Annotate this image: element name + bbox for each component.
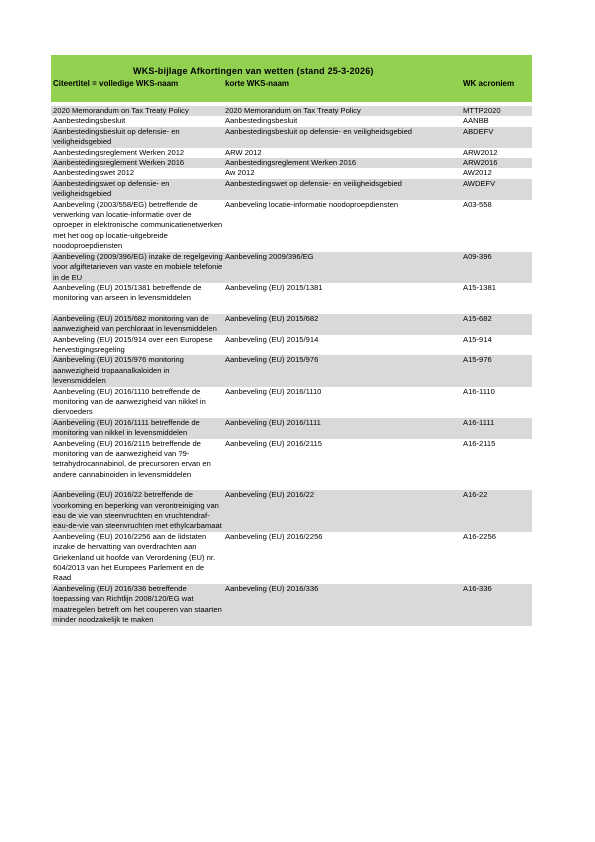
table-row — [51, 584, 532, 626]
cell-acroniem: ARW2012 — [463, 147, 498, 157]
cell-korte-naam: Aanbeveling (EU) 2016/1110 — [225, 386, 322, 396]
cell-citeertitel: Aanbeveling (EU) 2016/2256 aan de lidstaten inzake de hervatting van overdrachten aan Griekenland uit hoofde van Verordening (EU) nr. 604/2013 van het Europees Parlement en de Raad — [53, 531, 216, 583]
table-row — [51, 532, 532, 584]
table-row — [51, 168, 532, 178]
cell-citeertitel: Aanbeveling (EU) 2016/1110 betreffende de monitoring van de aanwezigheid van nikkel in diervoeders — [53, 386, 206, 417]
cell-citeertitel: Aanbeveling (EU) 2015/1381 betreffende de monitoring van arseen in levensmiddelen — [53, 282, 202, 303]
cell-korte-naam: Aanbeveling (EU) 2016/2115 — [225, 438, 322, 448]
cell-korte-naam: Aanbestedingswet op defensie- en veiligheidsgebied — [225, 178, 402, 188]
column-header-citeertitel: Citeertitel = volledige WKS-naam — [53, 79, 179, 88]
spreadsheet — [51, 55, 532, 626]
cell-acroniem: A16-1110 — [463, 386, 495, 396]
cell-citeertitel: Aanbeveling (EU) 2016/336 betreffende toepassing van Richtlijn 2008/120/EG wat maatregelen betreft om het couperen van staarten minder noodzakelijk te maken — [53, 583, 222, 625]
cell-korte-naam: Aw 2012 — [225, 168, 255, 178]
table-row — [51, 355, 532, 386]
column-header-korte-naam: korte WKS-naam — [225, 79, 290, 88]
cell-korte-naam: 2020 Memorandum on Tax Treaty Policy — [225, 106, 361, 115]
table-row — [51, 200, 532, 252]
cell-acroniem: A15-1381 — [463, 282, 496, 292]
cell-acroniem: AW2012 — [463, 168, 492, 178]
cell-korte-naam: Aanbeveling (EU) 2015/1381 — [225, 282, 323, 292]
cell-citeertitel: Aanbestedingsreglement Werken 2016 — [53, 158, 185, 168]
cell-citeertitel: Aanbeveling (EU) 2016/1111 betreffende de monitoring van nikkel in levensmiddelen — [53, 417, 200, 438]
table-row — [51, 283, 532, 314]
cell-korte-naam: Aanbeveling (EU) 2016/2256 — [225, 531, 323, 541]
cell-citeertitel: Aanbestedingsbesluit — [53, 116, 126, 126]
table-row — [51, 116, 532, 126]
cell-korte-naam: Aanbeveling (EU) 2015/976 — [225, 355, 319, 365]
cell-korte-naam: Aanbeveling (EU) 2016/336 — [225, 583, 319, 593]
title-bar — [51, 55, 532, 78]
cell-korte-naam: Aanbestedingsbesluit — [225, 116, 298, 126]
table-row — [51, 439, 532, 491]
cell-acroniem: A09-396 — [463, 251, 492, 261]
cell-korte-naam: Aanbeveling 2009/396/EG — [225, 251, 314, 261]
cell-acroniem: MTTP2020 — [463, 106, 501, 115]
cell-citeertitel: Aanbeveling (EU) 2015/914 over een Europese hervestigingsregeling — [53, 334, 213, 354]
table-row — [51, 314, 532, 335]
table-row — [51, 335, 532, 356]
table-row — [51, 148, 532, 158]
cell-citeertitel: Aanbeveling (2009/396/EG) inzake de regelgeving voor afgiftetarieven van vaste en mobiele telefonie in de EU — [53, 251, 223, 282]
cell-korte-naam: Aanbeveling (EU) 2015/914 — [225, 334, 319, 344]
cell-korte-naam: Aanbeveling (EU) 2016/1111 — [225, 417, 321, 427]
cell-acroniem: A16-22 — [463, 490, 488, 500]
column-header-row — [51, 78, 532, 102]
cell-citeertitel: Aanbeveling (2003/558/EG) betreffende de verwerking van locatie-informatie over de oproeper in elektronische communicatienetwerken met het oog op locatie-uitgebreide noodoproepdiensten — [53, 199, 223, 251]
cell-acroniem: A16-2115 — [463, 438, 496, 448]
cell-acroniem: AWDEFV — [463, 178, 496, 188]
cell-korte-naam: Aanbeveling locatie-informatie noodoproepdiensten — [225, 199, 399, 209]
cell-korte-naam: ARW 2012 — [225, 147, 262, 157]
table-row — [51, 490, 532, 532]
cell-korte-naam: Aanbestedingsreglement Werken 2016 — [225, 158, 357, 168]
cell-citeertitel: Aanbeveling (EU) 2016/22 betreffende de voorkoming en beperking van verontreiniging van eau de vie van steenvruchten en vruchtendraf-eau-de-vie van steenvruchten met ethylcarbamaat — [53, 490, 222, 531]
cell-citeertitel: Aanbestedingsbesluit op defensie- en veiligheidsgebied — [53, 126, 180, 147]
table-body — [51, 106, 532, 626]
cell-korte-naam: Aanbestedingsbesluit op defensie- en veiligheidsgebied — [225, 126, 413, 136]
cell-korte-naam: Aanbeveling (EU) 2015/682 — [225, 313, 319, 323]
cell-citeertitel: Aanbeveling (EU) 2016/2115 betreffende de monitoring van de aanwezigheid van ?9-tetrahydrocannabinol, de precursoren ervan en andere cannabinoiden in levensmiddelen — [53, 438, 211, 479]
table-row — [51, 106, 532, 116]
cell-korte-naam: Aanbeveling (EU) 2016/22 — [225, 490, 315, 500]
table-row — [51, 127, 532, 148]
cell-acroniem: ARW2016 — [463, 158, 498, 168]
cell-citeertitel: 2020 Memorandum on Tax Treaty Policy — [53, 106, 189, 115]
cell-acroniem: A03-558 — [463, 199, 492, 209]
page-title: WKS-bijlage Afkortingen van wetten (stand 25-3-2026) — [133, 66, 374, 76]
table-row — [51, 252, 532, 283]
cell-acroniem: A15-914 — [463, 334, 492, 344]
table-row — [51, 387, 532, 418]
cell-acroniem: ABDEFV — [463, 126, 494, 136]
cell-acroniem: A16-336 — [463, 583, 492, 593]
cell-citeertitel: Aanbestedingsreglement Werken 2012 — [53, 147, 185, 157]
table-row — [51, 179, 532, 200]
cell-citeertitel: Aanbeveling (EU) 2015/976 monitoring aanwezigheid tropaanalkaloiden in levensmiddelen — [53, 355, 184, 386]
cell-acroniem: AANBB — [463, 116, 489, 126]
cell-acroniem: A15-976 — [463, 355, 492, 365]
cell-acroniem: A15-682 — [463, 313, 492, 323]
table-row — [51, 158, 532, 168]
cell-citeertitel: Aanbeveling (EU) 2015/682 monitoring van de aanwezigheid van perchloraat in levensmiddelen — [53, 313, 217, 334]
cell-acroniem: A16-2256 — [463, 531, 496, 541]
table-row — [51, 418, 532, 439]
column-header-acroniem: WK acroniem — [463, 79, 515, 88]
cell-citeertitel: Aanbestedingswet 2012 — [53, 168, 135, 178]
cell-acroniem: A16-1111 — [463, 417, 495, 427]
cell-citeertitel: Aanbestedingswet op defensie- en veiligheidsgebied — [53, 178, 170, 199]
